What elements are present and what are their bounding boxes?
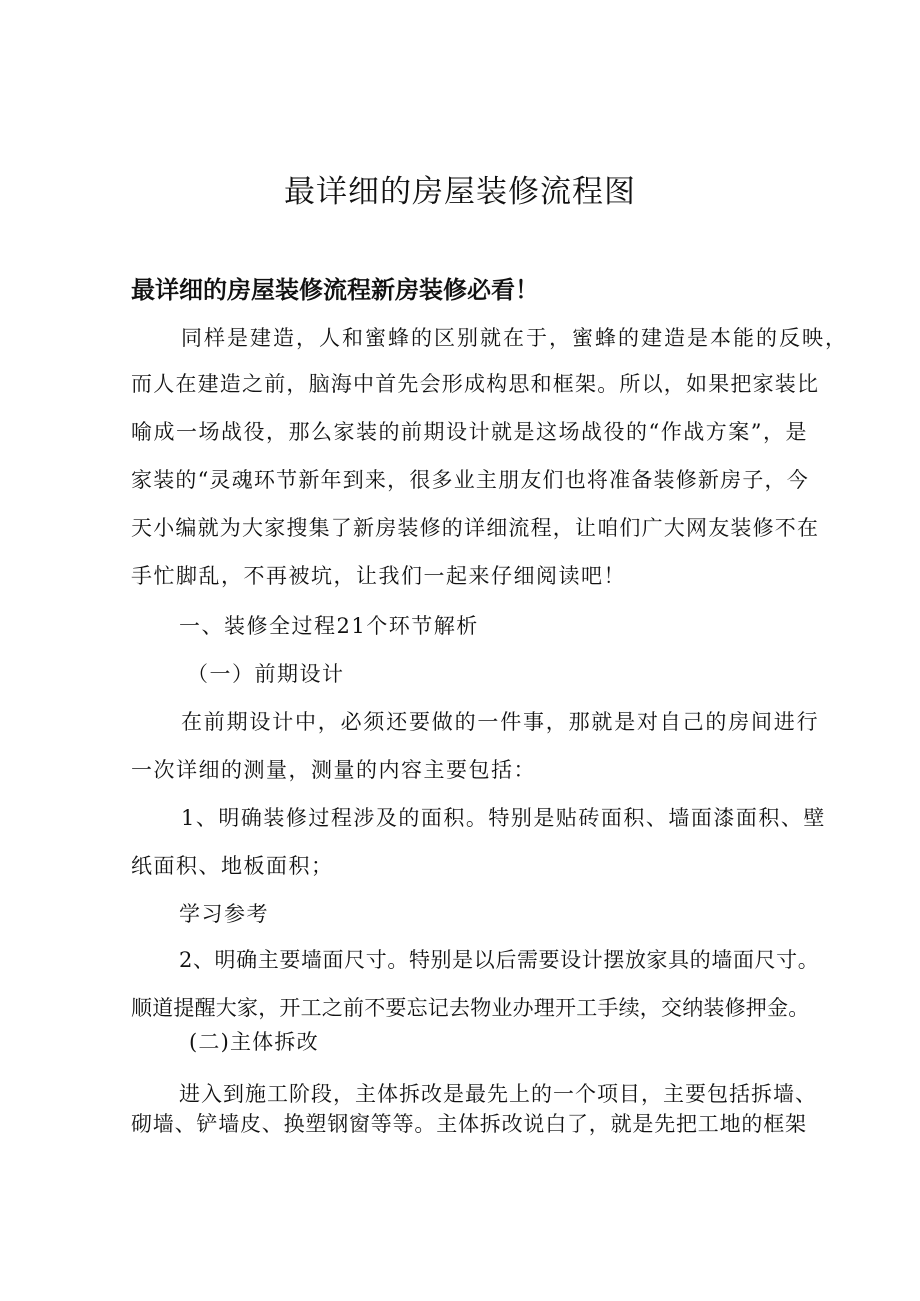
subsection-heading: (二)主体拆改: [189, 1030, 319, 1054]
paragraph-line: 进入到施工阶段，主体拆改是最先上的一个项目，主要包括拆墙、: [179, 1082, 817, 1106]
paragraph-line: 砌墙、铲墙皮、换塑钢窗等等。主体拆改说白了，就是先把工地的框架: [131, 1112, 807, 1136]
paragraph-line: 家装的“灵魂环节新年到来，很多业主朋友们也将准备装修新房子，今: [131, 468, 809, 492]
study-reference-note: 学习参考: [179, 902, 269, 926]
paragraph-line: 在前期设计中，必须还要做的一件事，那就是对自己的房间进行: [181, 710, 820, 734]
list-item: 1、明确装修过程涉及的面积。特别是贴砖面积、墙面漆面积、壁: [181, 806, 826, 830]
list-item-continuation: 纸面积、地板面积；: [131, 854, 334, 878]
paragraph-line: 同样是建造，人和蜜蜂的区别就在于，蜜蜂的建造是本能的反映，: [181, 326, 848, 350]
paragraph-line: 喻成一场战役，那么家装的前期设计就是这场战役的“作战方案”，是: [131, 420, 808, 444]
section-heading: 一、装修全过程21个环节解析: [179, 614, 479, 638]
paragraph-line: 手忙脚乱，不再被坑，让我们一起来仔细阅读吧！: [131, 564, 626, 588]
list-item-continuation: 顺道提醒大家，开工之前不要忘记去物业办理开工手续，交纳装修押金。: [131, 996, 810, 1020]
subsection-heading: （一）前期设计: [187, 662, 345, 686]
document-subtitle: 最详细的房屋装修流程新房装修必看！: [131, 276, 539, 304]
paragraph-line: 一次详细的测量，测量的内容主要包括：: [131, 758, 536, 782]
document-title: 最详细的房屋装修流程图: [284, 174, 636, 210]
paragraph-line: 天小编就为大家搜集了新房装修的详细流程，让咱们广大网友装修不在: [131, 516, 820, 540]
list-item: 2、明确主要墙面尺寸。特别是以后需要设计摆放家具的墙面尺寸。: [179, 948, 820, 972]
paragraph-line: 而人在建造之前，脑海中首先会形成构思和框架。所以，如果把家装比: [131, 372, 820, 396]
